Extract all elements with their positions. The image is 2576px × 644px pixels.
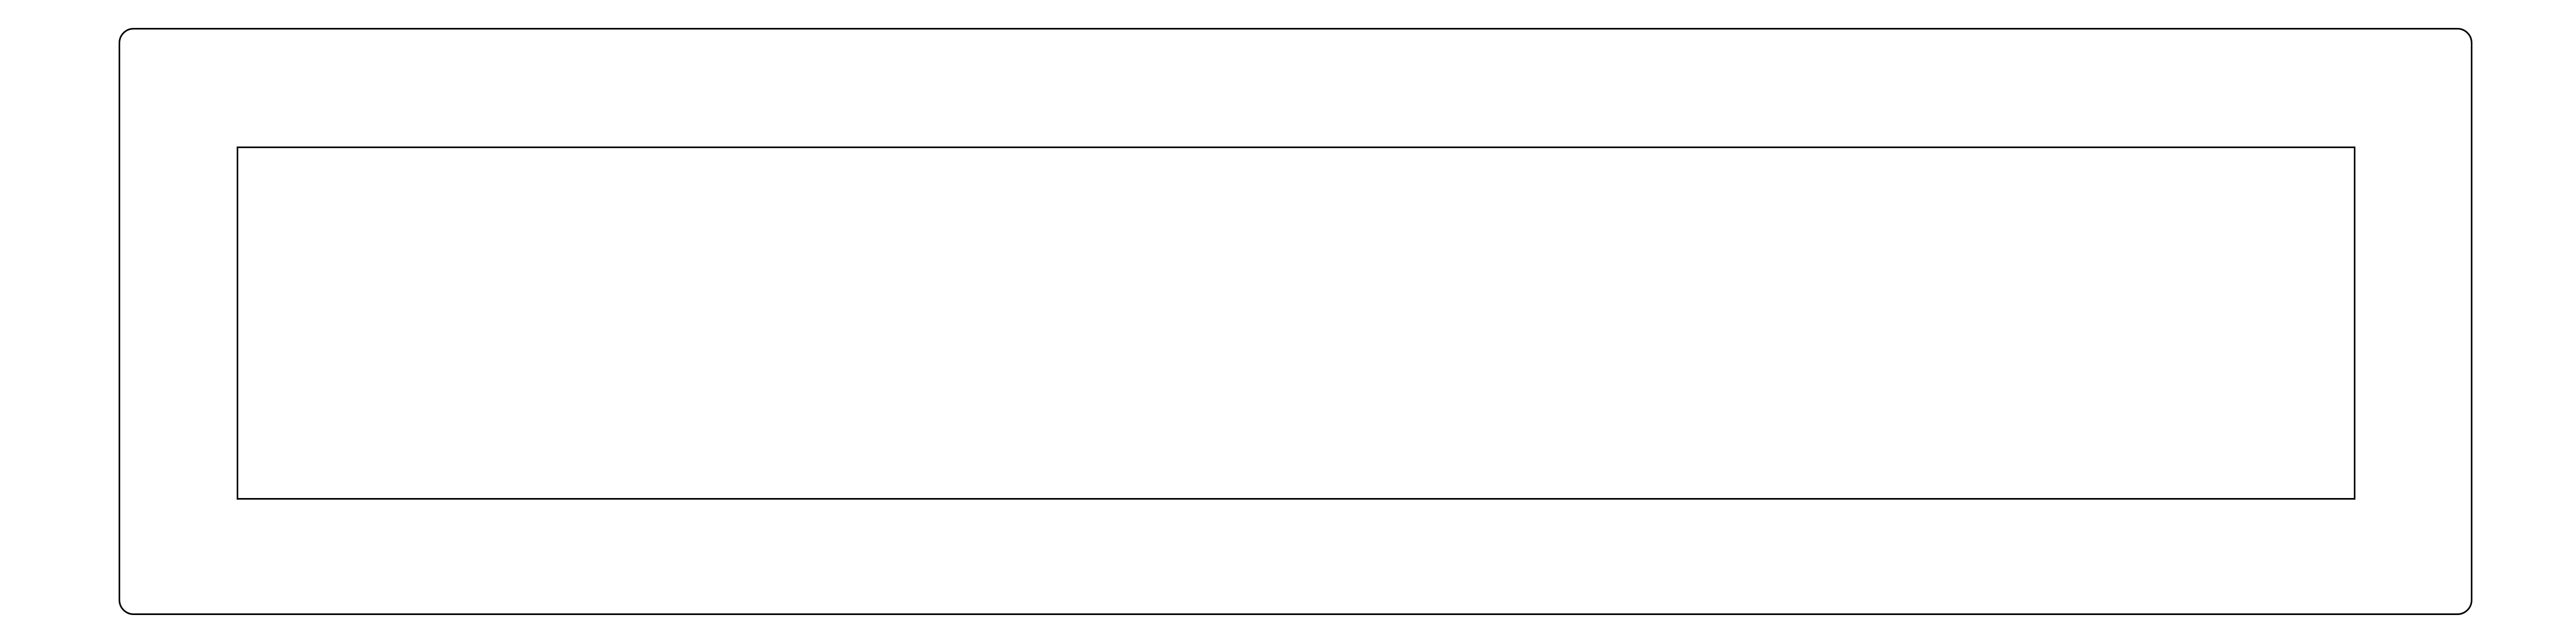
inner-rectangle-panel [237,147,2355,500]
